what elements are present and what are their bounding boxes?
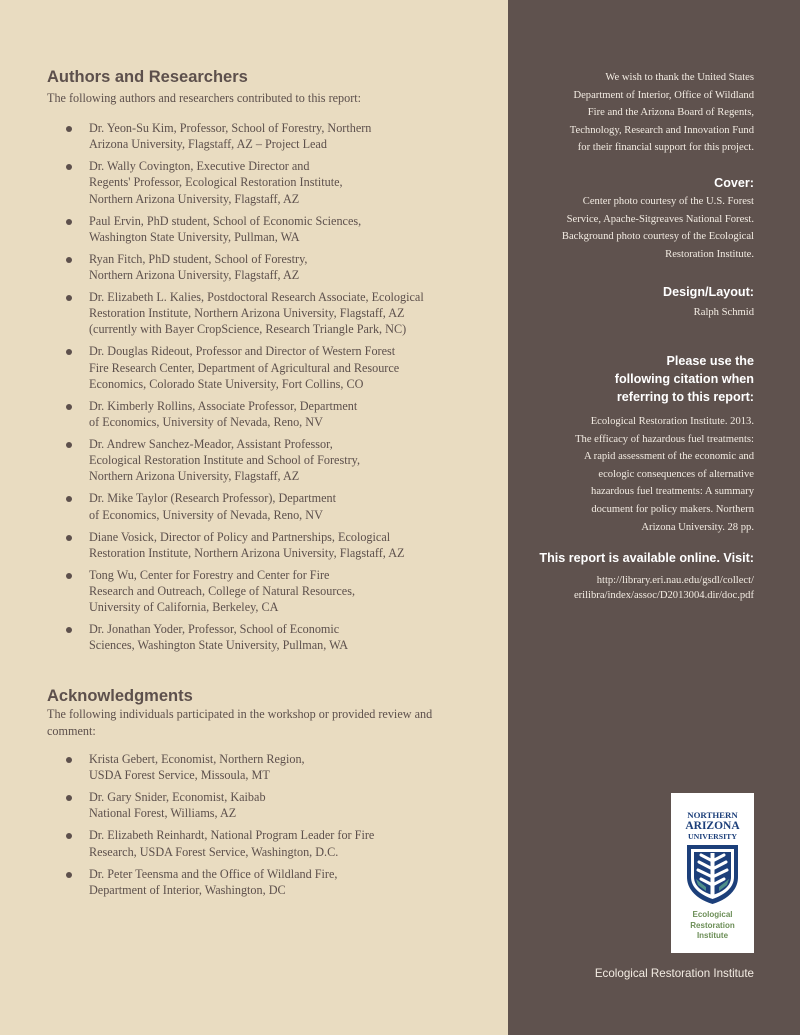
list-item: Dr. Elizabeth L. Kalies, Postdoctoral Research Associate, Ecological Restoration Institute, Northern Arizona University, Flagstaff, AZ (currently with Bayer CropScience, Research Triangle Park, NC) [62, 289, 472, 338]
citation-text: Ecological Restoration Institute. 2013. The efficacy of hazardous fuel treatments: A rapid assessment of the economic and ecologic consequences of alternative hazardous fuel treatments: A summary document for policy makers. Northern Arizona University. 28 pp. [575, 416, 754, 533]
tree-shield-icon [684, 843, 741, 905]
list-item: Dr. Douglas Rideout, Professor and Director of Western Forest Fire Research Center, Department of Agricultural and Resource Economics, Colorado State University, Fort Collins, CO [62, 343, 472, 392]
list-item: Tong Wu, Center for Forestry and Center for Fire Research and Outreach, College of Natural Resources, University of California, Berkeley, CA [62, 567, 472, 616]
list-item: Dr. Andrew Sanchez-Meador, Assistant Professor, Ecological Restoration Institute and School of Forestry, Northern Arizona University, Flagstaff, AZ [62, 436, 472, 485]
cover-heading: Cover: [714, 176, 754, 190]
cover-text: Center photo courtesy of the U.S. Forest Service, Apache-Sitgreaves National Forest. Background photo courtesy of the Ecological Restoration Institute. [561, 196, 754, 260]
online-url: http://library.eri.nau.edu/gsdl/collect/ erilibra/index/assoc/D2013004.dir/doc.pdf [573, 575, 754, 601]
list-item: Dr. Wally Covington, Executive Director and Regents' Professor, Ecological Restoration Institute, Northern Arizona University, Flagstaff, AZ [62, 158, 472, 207]
authors-heading: Authors and Researchers [47, 68, 248, 86]
list-item: Krista Gebert, Economist, Northern Region, USDA Forest Service, Missoula, MT [62, 751, 472, 783]
logo-line1: NORTHERN [687, 810, 738, 820]
eri-tagline: Ecological Restoration Institute [690, 910, 735, 940]
list-item: Dr. Peter Teensma and the Office of Wildland Fire, Department of Interior, Washington, DC [62, 866, 472, 898]
list-item: Dr. Jonathan Yoder, Professor, School of Economic Sciences, Washington State University, Pullman, WA [62, 621, 472, 653]
authors-intro: The following authors and researchers contributed to this report: [47, 91, 362, 105]
list-item: Dr. Yeon-Su Kim, Professor, School of Forestry, Northern Arizona University, Flagstaff, AZ – Project Lead [62, 120, 472, 152]
thanks-text: We wish to thank the United States Department of Interior, Office of Wildland Fire and the Arizona Board of Regents, Technology, Research and Innovation Fund for their financial support for this project. [569, 72, 754, 154]
citation-heading: Please use the following citation when referring to this report: [614, 354, 754, 404]
nau-eri-logo [671, 793, 754, 953]
design-heading: Design/Layout: [663, 285, 754, 299]
list-item: Dr. Elizabeth Reinhardt, National Program Leader for Fire Research, USDA Forest Service, Washington, D.C. [62, 827, 472, 859]
online-heading: This report is available online. Visit: [539, 551, 754, 565]
design-text: Ralph Schmid [693, 307, 754, 318]
acknowledgments-intro: The following individuals participated in the workshop or provided review and comment: [47, 707, 433, 738]
acknowledgments-list [62, 751, 472, 904]
logo-line3: UNIVERSITY [688, 832, 737, 841]
acknowledgments-heading: Acknowledgments [47, 687, 193, 705]
list-item: Paul Ervin, PhD student, School of Economic Sciences, Washington State University, Pullman, WA [62, 213, 472, 245]
list-item: Dr. Kimberly Rollins, Associate Professor, Department of Economics, University of Nevada, Reno, NV [62, 398, 472, 430]
list-item: Dr. Gary Snider, Economist, Kaibab National Forest, Williams, AZ [62, 789, 472, 821]
list-item: Diane Vosick, Director of Policy and Partnerships, Ecological Restoration Institute, Northern Arizona University, Flagstaff, AZ [62, 529, 472, 561]
nau-wordmark [671, 810, 754, 842]
list-item: Dr. Mike Taylor (Research Professor), Department of Economics, University of Nevada, Reno, NV [62, 490, 472, 522]
footer-label: Ecological Restoration Institute [594, 967, 754, 980]
logo-line2: ARIZONA [685, 820, 740, 832]
list-item: Ryan Fitch, PhD student, School of Forestry, Northern Arizona University, Flagstaff, AZ [62, 251, 472, 283]
authors-list [62, 120, 472, 659]
